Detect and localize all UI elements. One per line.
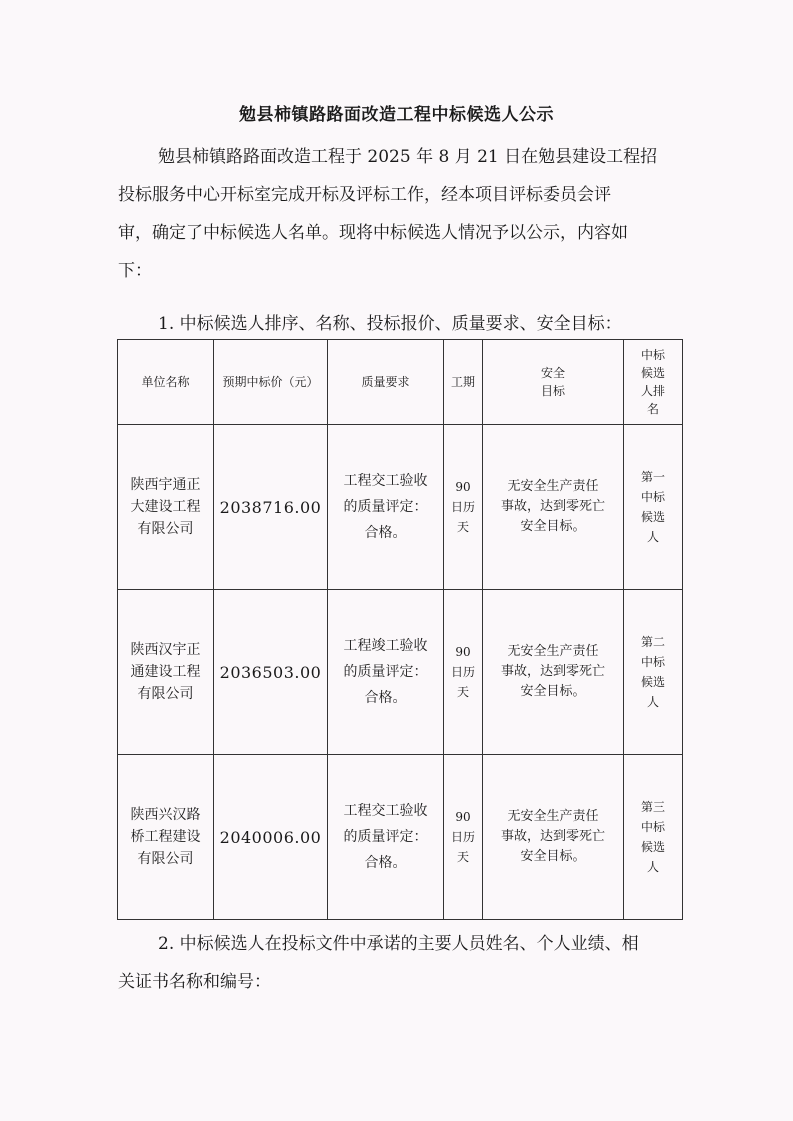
period-line: 90 [455,645,471,659]
unit-name-line: 桥工程建设 [130,829,201,845]
cell-rank [624,425,683,590]
cell-price [214,590,328,755]
cell-period [444,590,483,755]
safety-line: 安全目标。 [520,684,586,699]
intro-line: 勉县柿镇路路面改造工程于 2025 年 8 月 21 日在勉县建设工程招 [158,147,658,167]
period-line: 日历 [451,830,476,844]
header-safety-line: 目标 [540,384,565,398]
unit-name-line: 陕西宇通正 [130,477,201,493]
period-line: 90 [455,810,471,824]
unit-name-line: 通建设工程 [130,664,201,680]
period-line: 天 [456,850,469,864]
cell-price [214,425,328,590]
price-value: 2038716.00 [219,497,322,517]
table-row [118,590,683,755]
safety-line: 无安全生产责任 [507,479,599,494]
unit-name-line: 有限公司 [137,521,194,537]
unit-name-line: 有限公司 [137,686,194,702]
rank-line: 中标 [640,655,665,669]
cell-period [444,425,483,590]
rank-line: 人 [646,530,659,544]
intro-line: 投标服务中心开标室完成开标及评标工作，经本项目评标委员会评 [118,185,611,205]
quality-line: 合格。 [364,525,407,541]
section1-heading: 1. 中标候选人排序、名称、投标报价、质量要求、安全目标： [158,314,622,334]
quality-line: 的质量评定： [343,499,428,515]
price-value: 2040006.00 [219,827,322,847]
period-line: 日历 [451,500,476,514]
period-line: 90 [455,480,471,494]
rank-line: 第二 [640,635,665,649]
header-rank-line: 中标 [640,348,665,362]
rank-line: 第一 [640,470,665,484]
safety-line: 安全目标。 [520,849,586,864]
cell-safety [483,755,624,920]
intro-line: 下： [118,261,152,281]
header-expected-price: 预期中标价（元） [214,340,328,425]
unit-name-line: 有限公司 [137,851,194,867]
safety-line: 事故，达到零死亡 [500,829,605,844]
section2-line: 2. 中标候选人在投标文件中承诺的主要人员姓名、个人业绩、相 [158,934,639,954]
rank-line: 人 [646,860,659,874]
header-unit-name: 单位名称 [118,340,214,425]
rank-line: 候选 [640,675,665,689]
cell-quality [328,425,444,590]
quality-line: 的质量评定： [343,664,428,680]
intro-paragraph [118,138,688,290]
rank-line: 第三 [640,800,665,814]
period-line: 日历 [451,665,476,679]
safety-line: 事故，达到零死亡 [500,664,605,679]
cell-safety [483,590,624,755]
quality-line: 工程交工验收 [343,803,428,819]
header-safety-line: 安全 [540,366,565,380]
cell-safety [483,425,624,590]
safety-line: 安全目标。 [520,519,586,534]
period-line: 天 [456,520,469,534]
quality-line: 的质量评定： [343,829,428,845]
quality-line: 工程竣工验收 [343,638,428,654]
rank-line: 中标 [640,490,665,504]
safety-line: 事故，达到零死亡 [500,499,605,514]
rank-line: 候选 [640,510,665,524]
header-rank-line: 人排 [640,384,665,398]
header-safety [483,340,624,425]
rank-line: 中标 [640,820,665,834]
period-line: 天 [456,685,469,699]
candidate-table [117,339,683,920]
table-header-row [118,340,683,425]
cell-quality [328,755,444,920]
table-row [118,425,683,590]
header-rank-line: 候选 [640,366,665,380]
header-period: 工期 [444,340,483,425]
cell-rank [624,755,683,920]
safety-line: 无安全生产责任 [507,644,599,659]
price-value: 2036503.00 [219,662,322,682]
rank-line: 候选 [640,840,665,854]
header-quality: 质量要求 [328,340,444,425]
unit-name-line: 大建设工程 [130,499,201,515]
quality-line: 合格。 [364,855,407,871]
section2-line: 关证书名称和编号： [118,972,271,992]
section2-paragraph [118,925,688,1001]
cell-unit-name [118,755,214,920]
unit-name-line: 陕西汉宇正 [130,642,201,658]
cell-quality [328,590,444,755]
rank-line: 人 [646,695,659,709]
quality-line: 合格。 [364,690,407,706]
unit-name-line: 陕西兴汉路 [130,807,201,823]
cell-unit-name [118,590,214,755]
cell-unit-name [118,425,214,590]
document-title: 勉县柿镇路路面改造工程中标候选人公示 [239,105,554,125]
header-rank [624,340,683,425]
header-rank-line: 名 [646,402,659,416]
cell-rank [624,590,683,755]
safety-line: 无安全生产责任 [507,809,599,824]
quality-line: 工程交工验收 [343,473,428,489]
cell-period [444,755,483,920]
table-row [118,755,683,920]
cell-price [214,755,328,920]
intro-line: 审，确定了中标候选人名单。现将中标候选人情况予以公示，内容如 [118,223,628,243]
